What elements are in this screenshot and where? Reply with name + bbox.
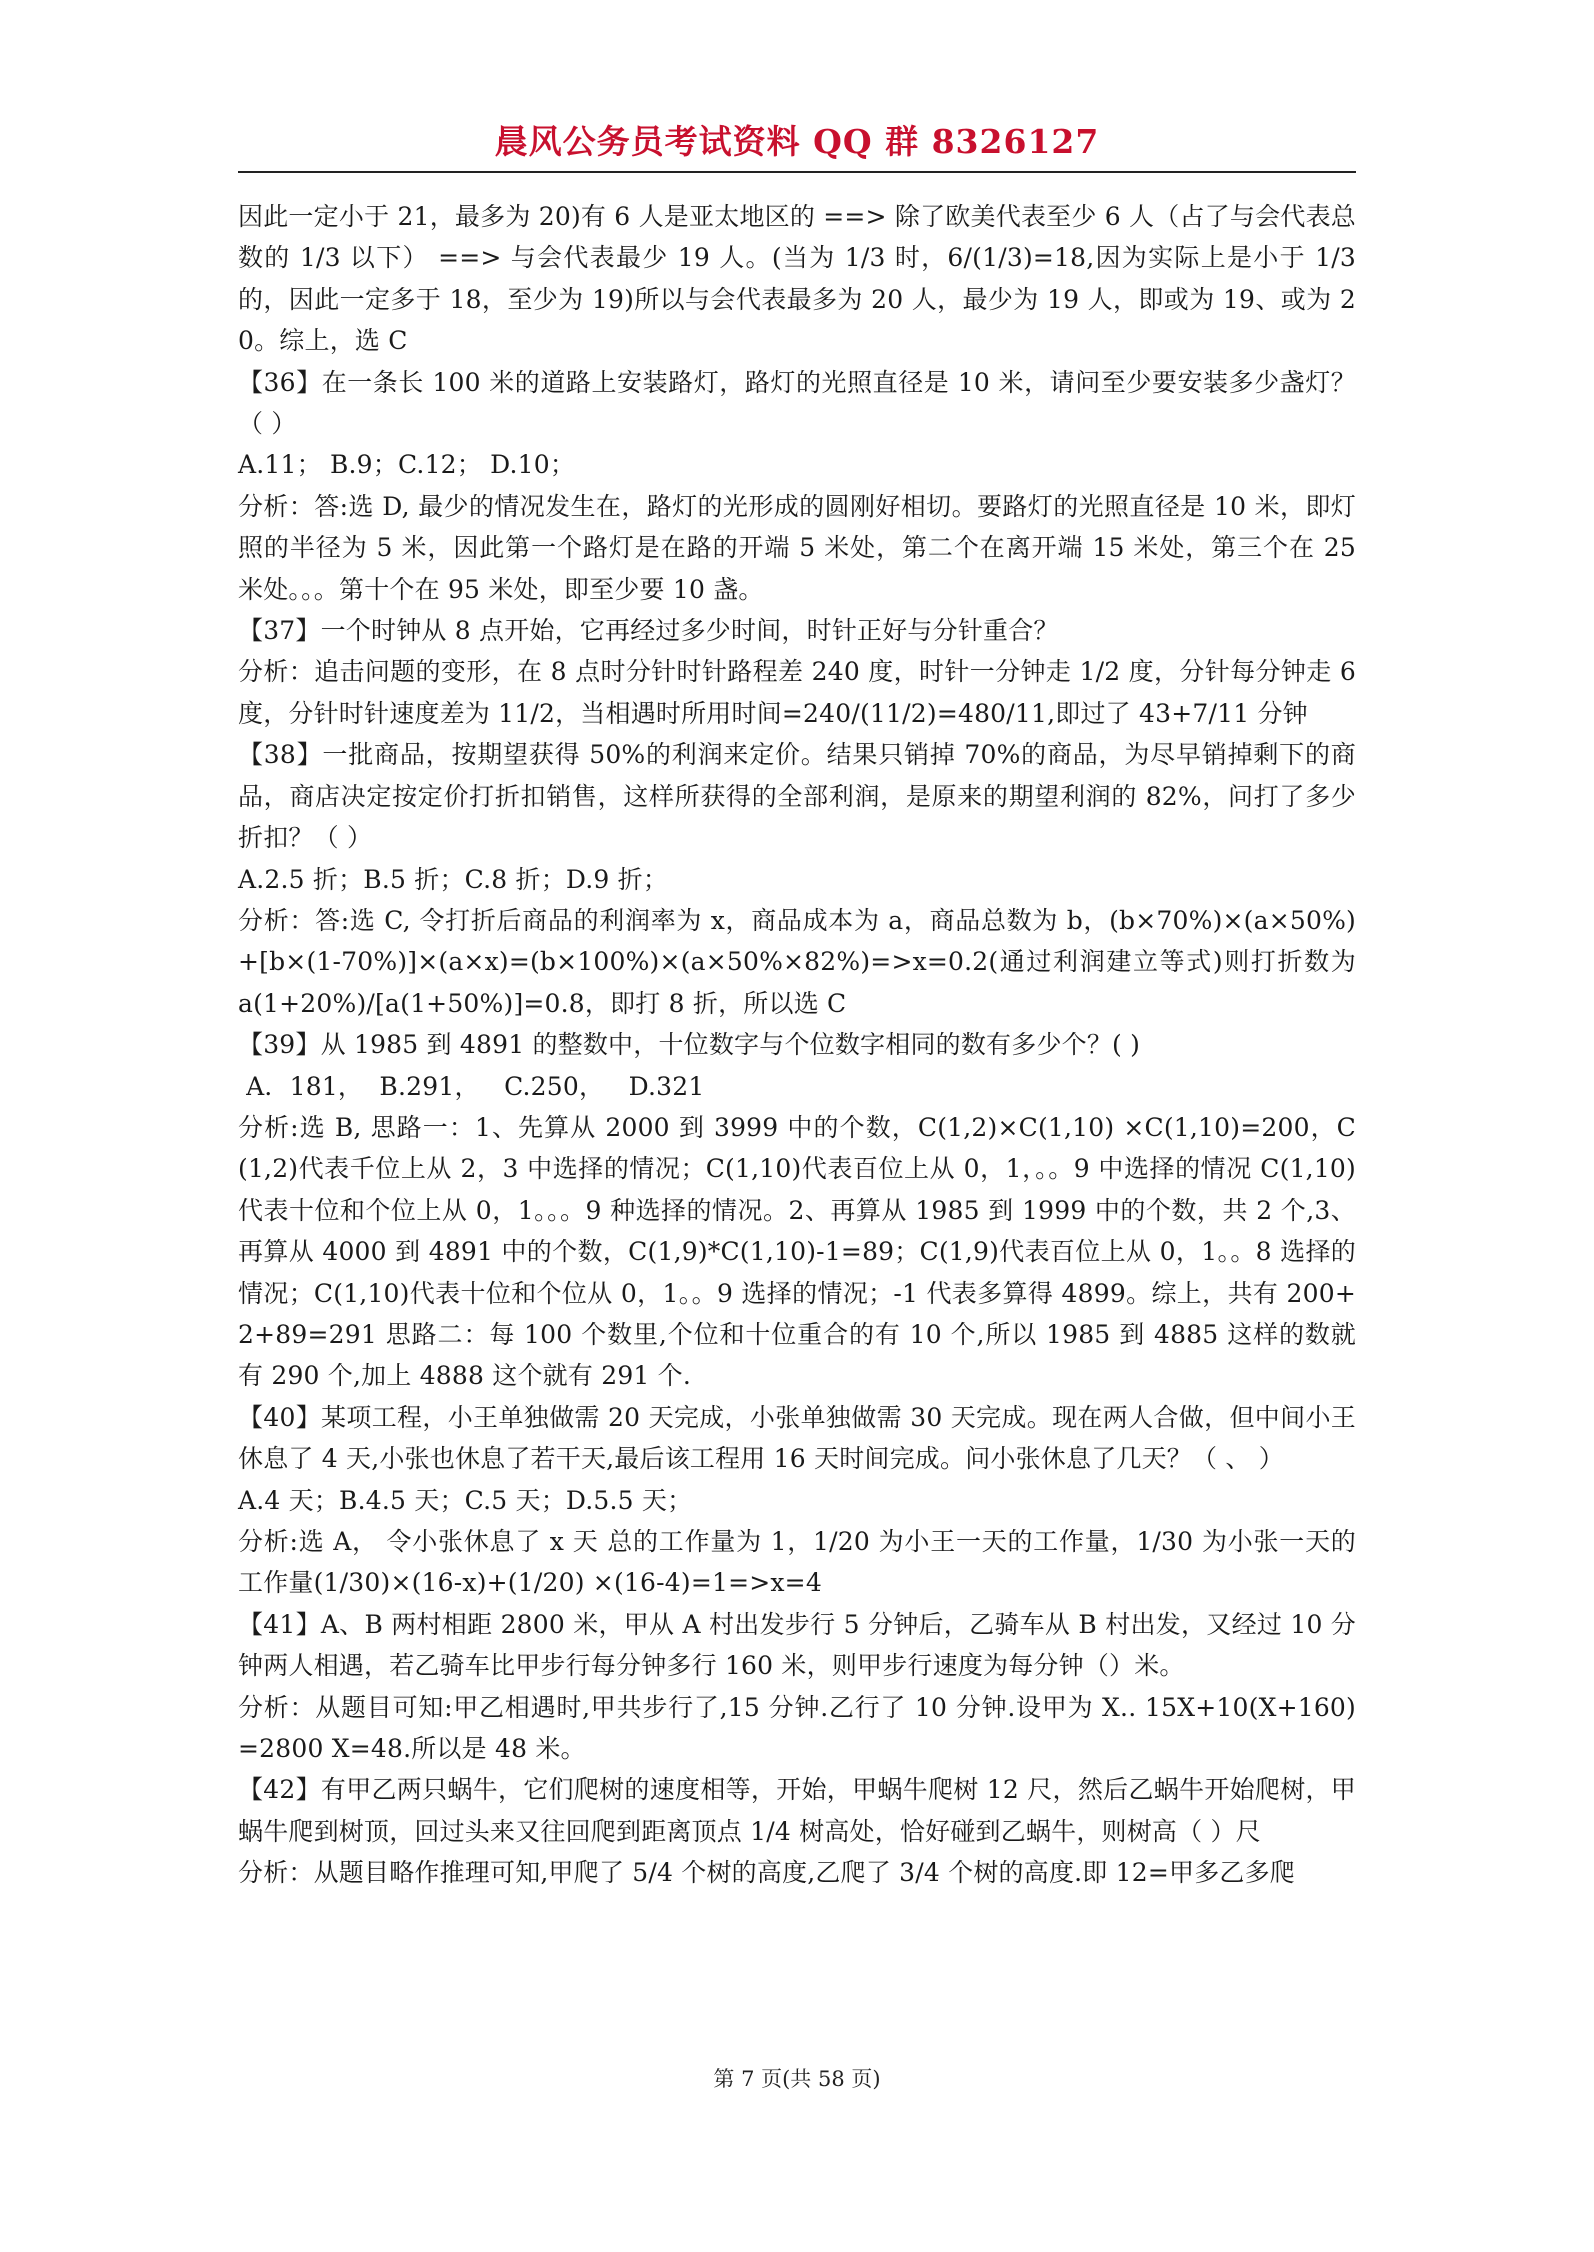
question-42: 【42】有甲乙两只蜗牛，它们爬树的速度相等，开始，甲蜗牛爬树 12 尺，然后乙蜗牛开始爬树，甲蜗牛爬到树顶，回过头来又往回爬到距离顶点 1/4 树高处，恰好碰到乙蜗牛，则树高（ ）尺 (238, 1775, 1356, 1846)
question-38: 【38】一批商品，按期望获得 50%的利润来定价。结果只销掉 70%的商品，为尽早销掉剩下的商品，商店决定按定价打折扣销售，这样所获得的全部利润，是原来的期望利润的 82%，问打了多少折扣？（ ） (238, 740, 1356, 853)
document-body (238, 196, 1356, 1894)
question-40-analysis: 分析:选 A， 令小张休息了 x 天 总的工作量为 1，1/20 为小王一天的工作量，1/30 为小张一天的工作量(1/30)×(16-x)+(1/20) ×(16-4)=1=>x=4 (238, 1527, 1356, 1598)
question-39-analysis: 分析:选 B, 思路一：1、先算从 2000 到 3999 中的个数，C(1,2)×C(1,10) ×C(1,10)=200，C(1,2)代表千位上从 2，3 中选择的情况；C(1,10)代表百位上从 0，1，。。9 中选择的情况 C(1,10)代表十位和个位上从 0，1。。。9 种选择的情况。2、再算从 1985 到 1999 中的个数，共 2 个,3、再算从 4000 到 4891 中的个数，C(1,9)*C(1,10)-1=89；C(1,9)代表百位上从 0，1。。8 选择的情况；C(1,10)代表十位和个位从 0，1。。9 选择的情况；-1 代表多算得 4899。综上，共有 200+2+89=291 思路二：每 100 个数里,个位和十位重合的有 10 个,所以 1985 到 4885 这样的数就有 290 个,加上 4888 这个就有 291 个. (238, 1112, 1357, 1391)
question-39-options: A．181， B.291， C.250， D.321 (238, 1071, 705, 1101)
page-header (238, 118, 1356, 166)
question-36: 【36】在一条长 100 米的道路上安装路灯，路灯的光照直径是 10 米，请问至少要安装多少盏灯？（ ） (238, 367, 1356, 439)
question-41: 【41】A、B 两村相距 2800 米，甲从 A 村出发步行 5 分钟后，乙骑车从 B 村出发，又经过 10 分钟两人相遇，若乙骑车比甲步行每分钟多行 160 米，则甲步行速度为每分钟（）米。 (238, 1609, 1356, 1681)
page-footer: 第 7 页(共 58 页) (713, 2067, 881, 2091)
question-36-options: A.11； B.9；C.12； D.10； (238, 450, 576, 480)
question-40: 【40】某项工程，小王单独做需 20 天完成，小张单独做需 30 天完成。现在两人合做，但中间小王休息了 4 天,小张也休息了若干天,最后该工程用 16 天时间完成。问小张休息了几天？（ 、 ） (238, 1402, 1356, 1474)
question-36-analysis: 分析：答:选 D, 最少的情况发生在，路灯的光形成的圆刚好相切。要路灯的光照直径是 10 米，即灯照的半径为 5 米，因此第一个路灯是在路的开端 5 米处，第二个在离开端 15 米处，第三个在 25 米处。。。第十个在 95 米处，即至少要 10 盏。 (238, 491, 1356, 604)
header-divider (238, 171, 1356, 173)
question-42-analysis: 分析：从题目略作推理可知,甲爬了 5/4 个树的高度,乙爬了 3/4 个树的高度.即 12=甲多乙多爬 (238, 1858, 1296, 1888)
question-40-options: A.4 天；B.4.5 天；C.5 天；D.5.5 天； (238, 1485, 693, 1515)
question-39: 【39】从 1985 到 4891 的整数中，十位数字与个位数字相同的数有多少个？( ) (238, 1030, 1141, 1060)
question-37-analysis: 分析：追击问题的变形，在 8 点时分针时针路程差 240 度，时针一分钟走 1/2 度，分针每分钟走 6 度，分针时针速度差为 11/2，当相遇时所用时间=240/(11/2)=480/11,即过了 43+7/11 分钟 (238, 657, 1356, 728)
header-title: 晨风公务员考试资料 QQ 群 8326127 (494, 122, 1100, 161)
question-37: 【37】一个时钟从 8 点开始，它再经过多少时间，时针正好与分针重合？ (238, 616, 1059, 646)
question-41-analysis: 分析：从题目可知:甲乙相遇时,甲共步行了,15 分钟.乙行了 10 分钟.设甲为 X.. 15X+10(X+160)=2800 X=48.所以是 48 米。 (238, 1692, 1356, 1764)
question-38-analysis: 分析：答:选 C, 令打折后商品的利润率为 x，商品成本为 a，商品总数为 b，(b×70%)×(a×50%)+[b×(1-70%)]×(a×x)=(b×100%)×(a×50%×82%)=>x=0.2(通过利润建立等式)则打折数为 a(1+20%)/[a(1+50%)]=0.8，即打 8 折，所以选 C (238, 905, 1356, 1018)
question-38-options: A.2.5 折；B.5 折；C.8 折；D.9 折； (238, 864, 669, 894)
paragraph-continuation: 因此一定小于 21，最多为 20)有 6 人是亚太地区的 ==> 除了欧美代表至少 6 人（占了与会代表总数的 1/3 以下） ==> 与会代表最少 19 人。(当为 1/3 时，6/(1/3)=18,因为实际上是小于 1/3 的，因此一定多于 18，至少为 19)所以与会代表最多为 20 人，最少为 19 人，即或为 19、或为 20。综上，选 C (238, 202, 1356, 356)
